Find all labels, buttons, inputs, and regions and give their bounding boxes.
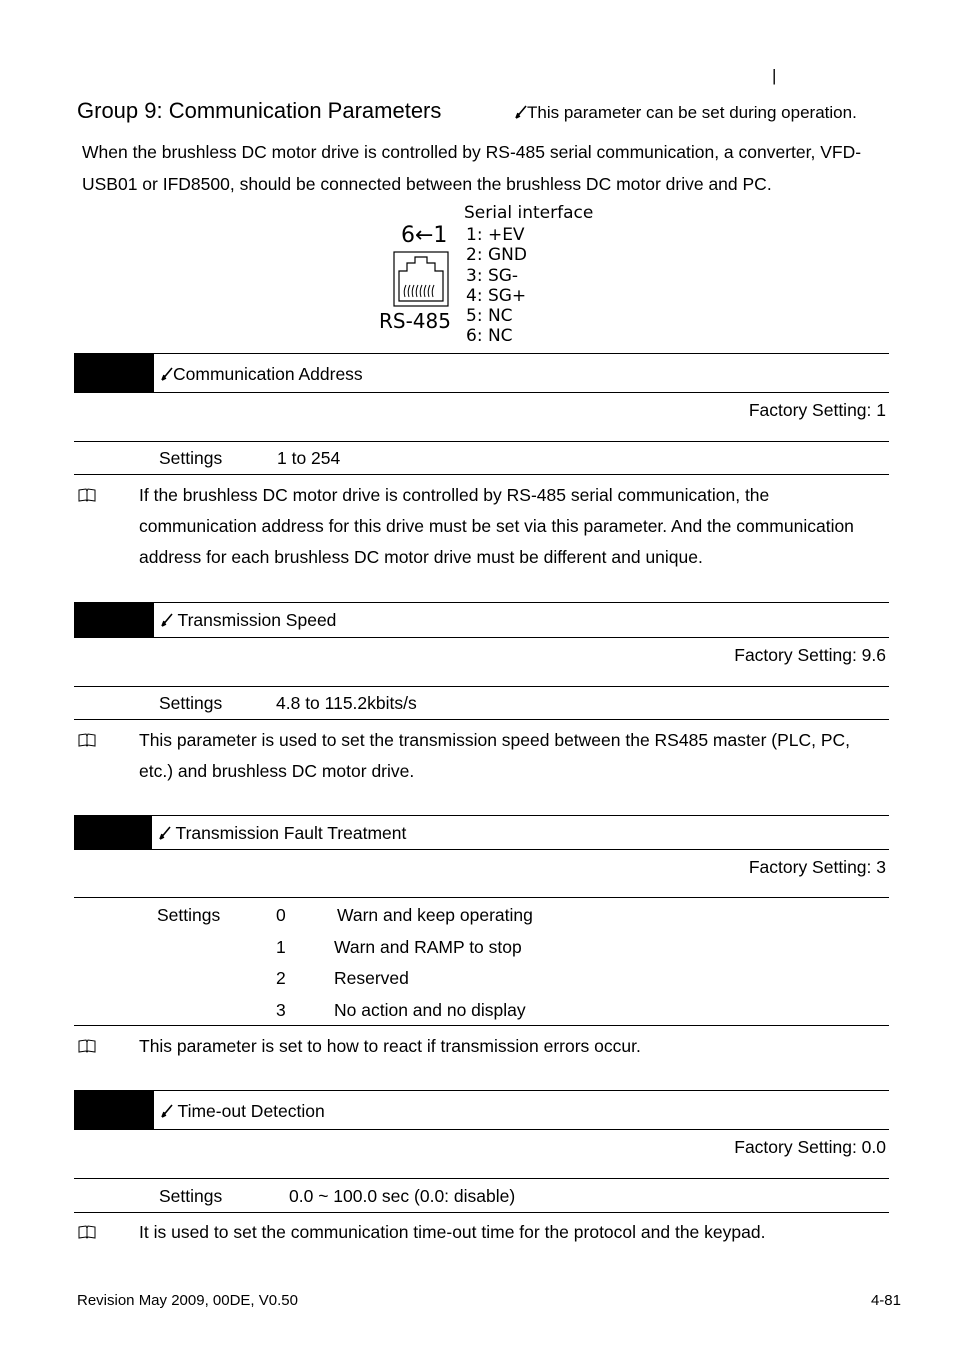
book-icon — [78, 488, 96, 502]
param-title — [159, 823, 406, 844]
edit-icon — [515, 105, 527, 119]
settings-value: 1 to 254 — [277, 448, 341, 468]
connector-pin-direction: 6←1 — [401, 223, 448, 248]
rj45-port — [393, 251, 449, 307]
connector-pin: 3: SG- — [466, 265, 519, 286]
setting-option-value: 3 — [276, 1000, 286, 1020]
param-code-box — [74, 816, 152, 850]
connector-pin: 5: NC — [466, 306, 513, 327]
factory-setting: Factory Setting: 0.0 — [734, 1137, 886, 1157]
rj45-port-icon — [393, 251, 449, 307]
divider — [74, 1090, 889, 1091]
setting-option-value: 2 — [276, 968, 286, 988]
note-line: This parameter is used to set the transmission speed between the RS485 master (PLC, PC, — [139, 730, 851, 750]
divider — [74, 353, 889, 354]
note-line: It is used to set the communication time-out time for the protocol and the keypad. — [139, 1222, 766, 1242]
param-name: Communication Address — [173, 364, 363, 384]
connector-pin: 6: NC — [466, 326, 513, 347]
divider — [74, 815, 889, 816]
header-bar: | — [772, 66, 777, 85]
page-title: Group 9: Communication Parameters — [77, 98, 442, 123]
note-line: etc.) and brushless DC motor drive. — [139, 761, 415, 781]
note-line: If the brushless DC motor drive is controlled by RS-485 serial communication, the — [139, 485, 770, 505]
setting-option-value: 0 — [276, 905, 286, 925]
edit-icon — [161, 613, 173, 627]
factory-setting: Factory Setting: 3 — [748, 857, 886, 877]
divider — [74, 1212, 889, 1213]
param-code-box — [74, 1091, 154, 1129]
factory-setting: Factory Setting: 9.6 — [734, 645, 886, 665]
settings-label: Settings — [159, 693, 223, 713]
connector-pin-list — [466, 225, 527, 347]
param-name: Transmission Speed — [173, 610, 337, 630]
divider — [74, 602, 889, 603]
operation-note — [515, 103, 857, 123]
factory-setting: Factory Setting: 1 — [748, 400, 886, 420]
param-code-box — [74, 354, 154, 393]
connector-pin: 4: SG+ — [466, 285, 527, 306]
param-title — [161, 610, 336, 631]
connector-pin: 2: GND — [466, 245, 527, 266]
intro-line-1: When the brushless DC motor drive is controlled by RS-485 serial communication, a converter, VFD- — [82, 142, 862, 162]
settings-label: Settings — [159, 448, 223, 468]
operation-note-text: This parameter can be set during operation. — [527, 103, 857, 122]
book-icon — [78, 1225, 96, 1239]
setting-option-value: 1 — [276, 937, 286, 957]
footer-page-number: 4-81 — [870, 1292, 901, 1309]
setting-option-text: Warn and keep operating — [337, 905, 533, 925]
note-line: address for each brushless DC motor drive must be different and unique. — [139, 547, 703, 567]
divider — [74, 637, 889, 638]
param-code-box — [74, 603, 154, 638]
param-title — [161, 1101, 325, 1122]
note-line: communication address for this drive must be set via this parameter. And the communication — [139, 516, 854, 536]
note-line: This parameter is set to how to react if transmission errors occur. — [139, 1036, 641, 1056]
edit-icon — [159, 826, 171, 840]
connector-port-label: RS-485 — [379, 309, 451, 333]
param-name: Time-out Detection — [173, 1101, 325, 1121]
intro-line-2: USB01 or IFD8500, should be connected between the brushless DC motor drive and PC. — [82, 174, 772, 194]
divider — [74, 849, 889, 850]
divider — [74, 1178, 889, 1179]
param-title — [161, 364, 363, 385]
divider — [74, 719, 889, 720]
edit-icon — [161, 1104, 173, 1118]
edit-icon — [161, 367, 173, 381]
setting-option-text: No action and no display — [334, 1000, 526, 1020]
setting-option-text: Warn and RAMP to stop — [334, 937, 522, 957]
divider — [74, 1129, 889, 1130]
divider — [74, 474, 889, 475]
connector-pin: 1: +EV — [466, 225, 525, 245]
settings-value: 0.0 ~ 100.0 sec (0.0: disable) — [289, 1186, 516, 1206]
book-icon — [78, 1039, 96, 1053]
param-name: Transmission Fault Treatment — [171, 823, 407, 843]
setting-option-text: Reserved — [334, 968, 409, 988]
settings-value: 4.8 to 115.2kbits/s — [276, 693, 417, 713]
settings-label: Settings — [159, 1186, 223, 1206]
settings-label: Settings — [157, 905, 221, 925]
book-icon — [78, 733, 96, 747]
divider — [74, 897, 889, 898]
divider — [74, 392, 889, 393]
divider — [74, 1025, 889, 1026]
divider — [74, 686, 889, 687]
connector-interface-title: Serial interface — [464, 203, 594, 223]
footer-revision: Revision May 2009, 00DE, V0.50 — [77, 1292, 298, 1309]
divider — [74, 441, 889, 442]
